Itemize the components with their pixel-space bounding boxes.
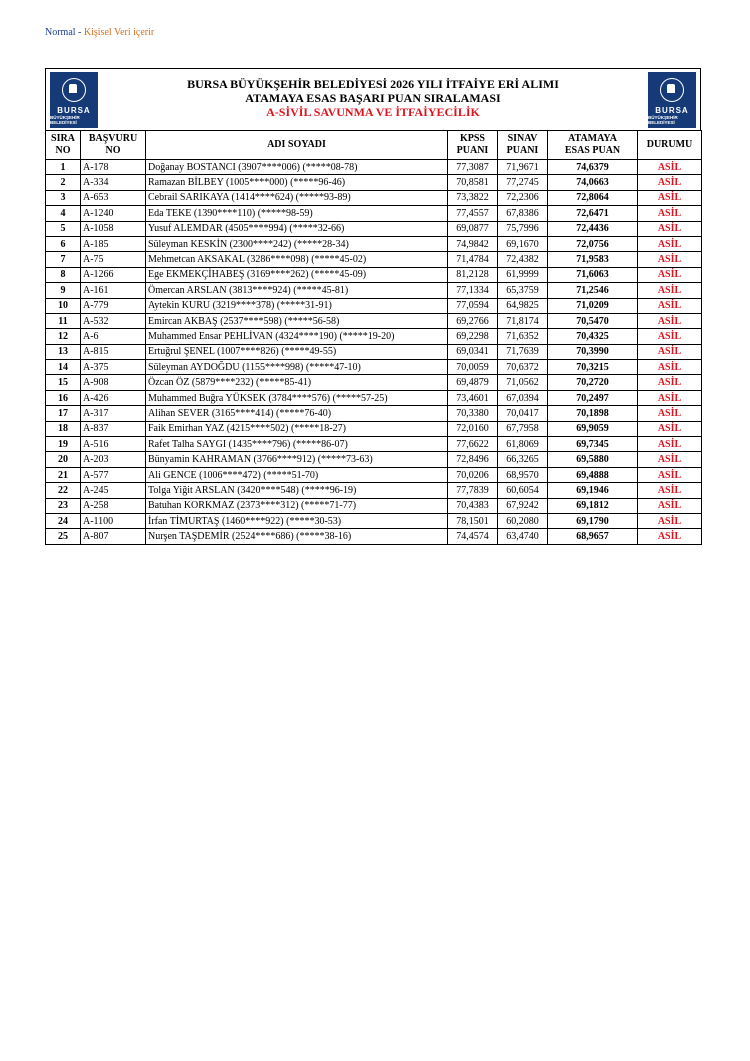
kpss-cell: 81,2128 [448, 267, 498, 282]
kpss-cell: 77,3087 [448, 160, 498, 175]
name-cell: Mehmetcan AKSAKAL (3286****098) (*****45-02) [146, 252, 448, 267]
table-row [46, 206, 702, 221]
status-cell: ASİL [638, 267, 702, 282]
kpss-cell: 73,4601 [448, 390, 498, 405]
status-cell: ASİL [638, 175, 702, 190]
basvuru-cell: A-375 [81, 360, 146, 375]
kpss-cell: 69,0877 [448, 221, 498, 236]
status-cell: ASİL [638, 498, 702, 513]
basvuru-cell: A-178 [81, 160, 146, 175]
kpss-cell: 71,4784 [448, 252, 498, 267]
basvuru-cell: A-908 [81, 375, 146, 390]
sinav-cell: 67,0394 [498, 390, 548, 405]
kpss-cell: 72,8496 [448, 452, 498, 467]
kpss-cell: 78,1501 [448, 513, 498, 528]
basvuru-cell: A-815 [81, 344, 146, 359]
sira-cell: 8 [46, 267, 81, 282]
sira-cell: 18 [46, 421, 81, 436]
sinav-cell: 61,9999 [498, 267, 548, 282]
table-row [46, 329, 702, 344]
name-cell: Ramazan BİLBEY (1005****000) (*****96-46) [146, 175, 448, 190]
atama-cell: 74,0663 [548, 175, 638, 190]
sinav-cell: 70,6372 [498, 360, 548, 375]
basvuru-cell: A-6 [81, 329, 146, 344]
sinav-cell: 64,9825 [498, 298, 548, 313]
atama-cell: 70,2720 [548, 375, 638, 390]
name-cell: Faik Emirhan YAZ (4215****502) (*****18-27) [146, 421, 448, 436]
status-cell: ASİL [638, 252, 702, 267]
basvuru-cell: A-837 [81, 421, 146, 436]
title-line-1: BURSA BÜYÜKŞEHİR BELEDİYESİ 2026 YILI İTFAİYE ERİ ALIMI [187, 77, 559, 91]
kpss-cell: 77,1334 [448, 283, 498, 298]
col-header-sinav: SINAV PUANI [498, 131, 548, 160]
sinav-cell: 63,4740 [498, 529, 548, 544]
name-cell: Aytekin KURU (3219****378) (*****31-91) [146, 298, 448, 313]
col-header-durum: DURUMU [638, 131, 702, 160]
status-cell: ASİL [638, 390, 702, 405]
sinav-cell: 67,8386 [498, 206, 548, 221]
atama-cell: 74,6379 [548, 160, 638, 175]
name-cell: Ertuğrul ŞENEL (1007****826) (*****49-55) [146, 344, 448, 359]
table-row [46, 513, 702, 528]
kpss-cell: 69,2766 [448, 313, 498, 328]
table-row [46, 421, 702, 436]
kpss-cell: 70,8581 [448, 175, 498, 190]
sira-cell: 2 [46, 175, 81, 190]
atama-cell: 70,3215 [548, 360, 638, 375]
emblem-icon [62, 78, 86, 102]
name-cell: Muhammed Ensar PEHLİVAN (4324****190) (*****19-20) [146, 329, 448, 344]
status-cell: ASİL [638, 421, 702, 436]
basvuru-cell: A-426 [81, 390, 146, 405]
kpss-cell: 70,0206 [448, 467, 498, 482]
status-cell: ASİL [638, 452, 702, 467]
atama-cell: 69,1790 [548, 513, 638, 528]
sira-cell: 12 [46, 329, 81, 344]
basvuru-cell: A-653 [81, 190, 146, 205]
atama-cell: 72,4436 [548, 221, 638, 236]
table-row [46, 529, 702, 544]
atama-cell: 69,4888 [548, 467, 638, 482]
basvuru-cell: A-245 [81, 483, 146, 498]
table-row [46, 498, 702, 513]
classification-separator: - [78, 27, 82, 38]
name-cell: Süleyman KESKİN (2300****242) (*****28-34) [146, 236, 448, 251]
atama-cell: 69,1946 [548, 483, 638, 498]
sira-cell: 6 [46, 236, 81, 251]
name-cell: Doğanay BOSTANCI (3907****006) (*****08-78) [146, 160, 448, 175]
table-row [46, 267, 702, 282]
atama-cell: 70,2497 [548, 390, 638, 405]
table-row [46, 283, 702, 298]
col-header-sira: SIRA NO [46, 131, 81, 160]
kpss-cell: 69,2298 [448, 329, 498, 344]
atama-cell: 69,1812 [548, 498, 638, 513]
name-cell: Cebrail SARIKAYA (1414****624) (*****93-89) [146, 190, 448, 205]
sinav-cell: 69,1670 [498, 236, 548, 251]
basvuru-cell: A-577 [81, 467, 146, 482]
basvuru-cell: A-779 [81, 298, 146, 313]
kpss-cell: 74,9842 [448, 236, 498, 251]
kpss-cell: 77,6622 [448, 437, 498, 452]
status-cell: ASİL [638, 221, 702, 236]
table-row [46, 452, 702, 467]
sira-cell: 17 [46, 406, 81, 421]
status-cell: ASİL [638, 467, 702, 482]
sira-cell: 7 [46, 252, 81, 267]
sira-cell: 23 [46, 498, 81, 513]
basvuru-cell: A-317 [81, 406, 146, 421]
atama-cell: 72,6471 [548, 206, 638, 221]
document-header [45, 68, 701, 130]
sira-cell: 20 [46, 452, 81, 467]
sira-cell: 3 [46, 190, 81, 205]
status-cell: ASİL [638, 344, 702, 359]
kpss-cell: 69,0341 [448, 344, 498, 359]
basvuru-cell: A-203 [81, 452, 146, 467]
name-cell: Ege EKMEKÇİHABEŞ (3169****262) (*****45-09) [146, 267, 448, 282]
name-cell: Muhammed Buğra YÜKSEK (3784****576) (*****57-25) [146, 390, 448, 405]
name-cell: Yusuf ALEMDAR (4505****994) (*****32-66) [146, 221, 448, 236]
kpss-cell: 70,0059 [448, 360, 498, 375]
atama-cell: 70,4325 [548, 329, 638, 344]
kpss-cell: 70,4383 [448, 498, 498, 513]
basvuru-cell: A-258 [81, 498, 146, 513]
kpss-cell: 72,0160 [448, 421, 498, 436]
status-cell: ASİL [638, 206, 702, 221]
sinav-cell: 60,6054 [498, 483, 548, 498]
table-row [46, 221, 702, 236]
sinav-cell: 70,0417 [498, 406, 548, 421]
table-row [46, 467, 702, 482]
table-row [46, 375, 702, 390]
basvuru-cell: A-1266 [81, 267, 146, 282]
sinav-cell: 67,9242 [498, 498, 548, 513]
status-cell: ASİL [638, 360, 702, 375]
basvuru-cell: A-161 [81, 283, 146, 298]
sinav-cell: 68,9570 [498, 467, 548, 482]
name-cell: Nurşen TAŞDEMİR (2524****686) (*****38-16) [146, 529, 448, 544]
atama-cell: 68,9657 [548, 529, 638, 544]
classification-level: Normal [45, 27, 76, 38]
basvuru-cell: A-1100 [81, 513, 146, 528]
table-row [46, 483, 702, 498]
status-cell: ASİL [638, 236, 702, 251]
table-row [46, 252, 702, 267]
classification-note: Kişisel Veri içerir [83, 27, 155, 38]
ranking-document [45, 68, 701, 545]
municipality-logo-right: BURSA BÜYÜKŞEHİR BELEDİYESİ [648, 72, 696, 128]
basvuru-cell: A-185 [81, 236, 146, 251]
kpss-cell: 69,4879 [448, 375, 498, 390]
table-row [46, 236, 702, 251]
classification-label [45, 27, 154, 38]
sira-cell: 5 [46, 221, 81, 236]
atama-cell: 69,9059 [548, 421, 638, 436]
atama-cell: 70,1898 [548, 406, 638, 421]
status-cell: ASİL [638, 329, 702, 344]
status-cell: ASİL [638, 313, 702, 328]
name-cell: Bünyamin KAHRAMAN (3766****912) (*****73-63) [146, 452, 448, 467]
sira-cell: 25 [46, 529, 81, 544]
status-cell: ASİL [638, 190, 702, 205]
name-cell: Batuhan KORKMAZ (2373****312) (*****71-77) [146, 498, 448, 513]
sira-cell: 22 [46, 483, 81, 498]
sinav-cell: 75,7996 [498, 221, 548, 236]
status-cell: ASİL [638, 406, 702, 421]
sira-cell: 11 [46, 313, 81, 328]
table-row [46, 437, 702, 452]
sira-cell: 13 [46, 344, 81, 359]
kpss-cell: 77,0594 [448, 298, 498, 313]
sinav-cell: 72,4382 [498, 252, 548, 267]
status-cell: ASİL [638, 513, 702, 528]
sira-cell: 19 [46, 437, 81, 452]
table-row [46, 406, 702, 421]
sinav-cell: 71,7639 [498, 344, 548, 359]
atama-cell: 72,8064 [548, 190, 638, 205]
table-row [46, 390, 702, 405]
table-row [46, 175, 702, 190]
basvuru-cell: A-516 [81, 437, 146, 452]
status-cell: ASİL [638, 160, 702, 175]
table-row [46, 344, 702, 359]
sira-cell: 24 [46, 513, 81, 528]
sira-cell: 1 [46, 160, 81, 175]
name-cell: Eda TEKE (1390****110) (*****98-59) [146, 206, 448, 221]
basvuru-cell: A-1058 [81, 221, 146, 236]
sinav-cell: 77,2745 [498, 175, 548, 190]
atama-cell: 70,5470 [548, 313, 638, 328]
name-cell: Alihan SEVER (3165****414) (*****76-40) [146, 406, 448, 421]
sinav-cell: 71,0562 [498, 375, 548, 390]
table-header-row [46, 131, 702, 160]
sinav-cell: 67,7958 [498, 421, 548, 436]
sinav-cell: 72,2306 [498, 190, 548, 205]
status-cell: ASİL [638, 437, 702, 452]
document-titles [106, 77, 640, 119]
title-line-2: ATAMAYA ESAS BAŞARI PUAN SIRALAMASI [245, 91, 501, 105]
status-cell: ASİL [638, 298, 702, 313]
basvuru-cell: A-75 [81, 252, 146, 267]
atama-cell: 69,5880 [548, 452, 638, 467]
atama-cell: 71,6063 [548, 267, 638, 282]
sira-cell: 10 [46, 298, 81, 313]
table-row [46, 313, 702, 328]
basvuru-cell: A-334 [81, 175, 146, 190]
col-header-kpss: KPSS PUANI [448, 131, 498, 160]
table-row [46, 360, 702, 375]
sira-cell: 4 [46, 206, 81, 221]
col-header-atama: ATAMAYA ESAS PUAN [548, 131, 638, 160]
sinav-cell: 71,9671 [498, 160, 548, 175]
sira-cell: 16 [46, 390, 81, 405]
table-row [46, 298, 702, 313]
name-cell: Tolga Yiğit ARSLAN (3420****548) (*****96-19) [146, 483, 448, 498]
basvuru-cell: A-532 [81, 313, 146, 328]
col-header-basvuru: BAŞVURU NO [81, 131, 146, 160]
ranking-table [45, 130, 702, 545]
name-cell: İrfan TİMURTAŞ (1460****922) (*****30-53) [146, 513, 448, 528]
sira-cell: 9 [46, 283, 81, 298]
title-line-3: A-SİVİL SAVUNMA VE İTFAİYECİLİK [266, 105, 480, 119]
sinav-cell: 66,3265 [498, 452, 548, 467]
status-cell: ASİL [638, 529, 702, 544]
name-cell: Ali GENCE (1006****472) (*****51-70) [146, 467, 448, 482]
status-cell: ASİL [638, 483, 702, 498]
sinav-cell: 61,8069 [498, 437, 548, 452]
atama-cell: 71,0209 [548, 298, 638, 313]
municipality-logo-left: BURSA BÜYÜKŞEHİR BELEDİYESİ [50, 72, 98, 128]
name-cell: Rafet Talha SAYGI (1435****796) (*****86-07) [146, 437, 448, 452]
sira-cell: 15 [46, 375, 81, 390]
emblem-icon [660, 78, 684, 102]
status-cell: ASİL [638, 283, 702, 298]
atama-cell: 72,0756 [548, 236, 638, 251]
kpss-cell: 77,4557 [448, 206, 498, 221]
atama-cell: 71,9583 [548, 252, 638, 267]
name-cell: Emircan AKBAŞ (2537****598) (*****56-58) [146, 313, 448, 328]
sinav-cell: 71,6352 [498, 329, 548, 344]
table-row [46, 190, 702, 205]
atama-cell: 69,7345 [548, 437, 638, 452]
sinav-cell: 71,8174 [498, 313, 548, 328]
table-row [46, 160, 702, 175]
name-cell: Süleyman AYDOĞDU (1155****998) (*****47-10) [146, 360, 448, 375]
atama-cell: 70,3990 [548, 344, 638, 359]
kpss-cell: 73,3822 [448, 190, 498, 205]
col-header-name: ADI SOYADI [146, 131, 448, 160]
basvuru-cell: A-1240 [81, 206, 146, 221]
kpss-cell: 70,3380 [448, 406, 498, 421]
name-cell: Ömercan ARSLAN (3813****924) (*****45-81) [146, 283, 448, 298]
kpss-cell: 77,7839 [448, 483, 498, 498]
status-cell: ASİL [638, 375, 702, 390]
kpss-cell: 74,4574 [448, 529, 498, 544]
sinav-cell: 65,3759 [498, 283, 548, 298]
sinav-cell: 60,2080 [498, 513, 548, 528]
sira-cell: 14 [46, 360, 81, 375]
basvuru-cell: A-807 [81, 529, 146, 544]
sira-cell: 21 [46, 467, 81, 482]
atama-cell: 71,2546 [548, 283, 638, 298]
name-cell: Özcan ÖZ (5879****232) (*****85-41) [146, 375, 448, 390]
